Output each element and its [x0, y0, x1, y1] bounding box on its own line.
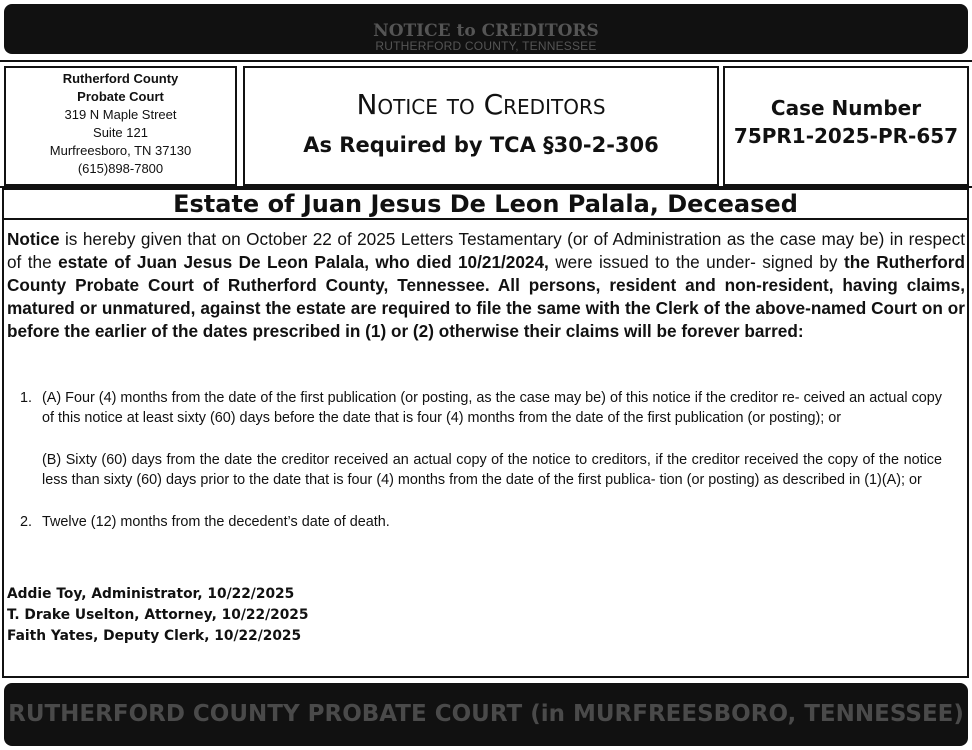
divider-top	[0, 60, 972, 62]
case-number-value: 75PR1-2025-PR-657	[733, 124, 959, 148]
list-number-1: 1.	[20, 390, 33, 406]
signature-attorney: T. Drake Uselton, Attorney, 10/22/2025	[7, 607, 309, 623]
signature-administrator: Addie Toy, Administrator, 10/22/2025	[7, 586, 295, 602]
court-name-line2: Probate Court	[77, 89, 164, 104]
banner-subtitle: RUTHERFORD COUNTY, TENNESSEE	[375, 39, 597, 53]
banner-title: NOTICE to CREDITORS	[373, 21, 599, 41]
signature-deputy-clerk: Faith Yates, Deputy Clerk, 10/22/2025	[7, 628, 302, 644]
estate-heading: Estate of Juan Jesus De Leon Palala, Deceased	[2, 188, 969, 220]
notice-title-box	[243, 66, 719, 186]
case-number-label: Case Number	[770, 96, 922, 120]
notice-paragraph	[7, 228, 965, 343]
notice-statute: As Required by TCA §30-2-306	[303, 133, 659, 157]
footer-text: RUTHERFORD COUNTY PROBATE COURT (in MURFREESBORO, TENNESSEE)	[8, 701, 964, 727]
item-1a-text: (A) Four (4) months from the date of the first publication (or posting, as the case may be) of this notice if the creditor re- ceived an actual copy of this notice at least sixty (60) days before the date that is four (4) months from the date of the first publication (or posting); or	[42, 390, 942, 426]
top-banner	[4, 4, 968, 54]
item-1b-text: (B) Sixty (60) days from the date the creditor received an actual copy of the notice to creditors, if the creditor received the copy of the notice less than sixty (60) days prior to the date that is four (4) months from the date of the first publica- tion (or posting) as described in (1)(A); or	[42, 452, 942, 488]
case-number-box	[723, 66, 969, 186]
list-number-2: 2.	[20, 514, 33, 530]
notice-text-1: is hereby given that on October 22 of 2025 Letters Testamentary (or of Administration as the case may be) in respect of the	[7, 229, 965, 272]
court-city: Murfreesboro, TN 37130	[49, 143, 192, 158]
court-phone: (615)898-7800	[77, 161, 164, 176]
notice-text-2: were issued to the under- signed by	[548, 252, 844, 272]
deadline-list	[20, 388, 942, 532]
notice-estate-ref: estate of Juan Jesus De Leon Palala, who died 10/21/2024,	[58, 252, 549, 272]
notice-court-ref: the Rutherford County Probate Court of Rutherford County, Tennessee. All persons, resident and non-resident, having claims, matured or unmatured, against the estate are required to file the same with the Clerk of the above-named Court on or before the earlier of the dates prescribed in (1) or (2) otherwise their claims will be forever barred:	[7, 252, 965, 341]
signature-block	[7, 584, 309, 647]
list-item-2	[20, 512, 942, 532]
court-street: 319 N Maple Street	[64, 107, 177, 122]
court-suite: Suite 121	[93, 125, 148, 140]
notice-title: Notice to Creditors	[356, 88, 606, 121]
item-2-text: Twelve (12) months from the decedent’s date of death.	[42, 514, 390, 530]
court-address-box	[4, 66, 237, 186]
notice-lead: Notice	[7, 229, 60, 249]
list-item-1	[20, 388, 942, 490]
footer-banner	[4, 683, 968, 746]
court-name-line1: Rutherford County	[62, 71, 179, 86]
